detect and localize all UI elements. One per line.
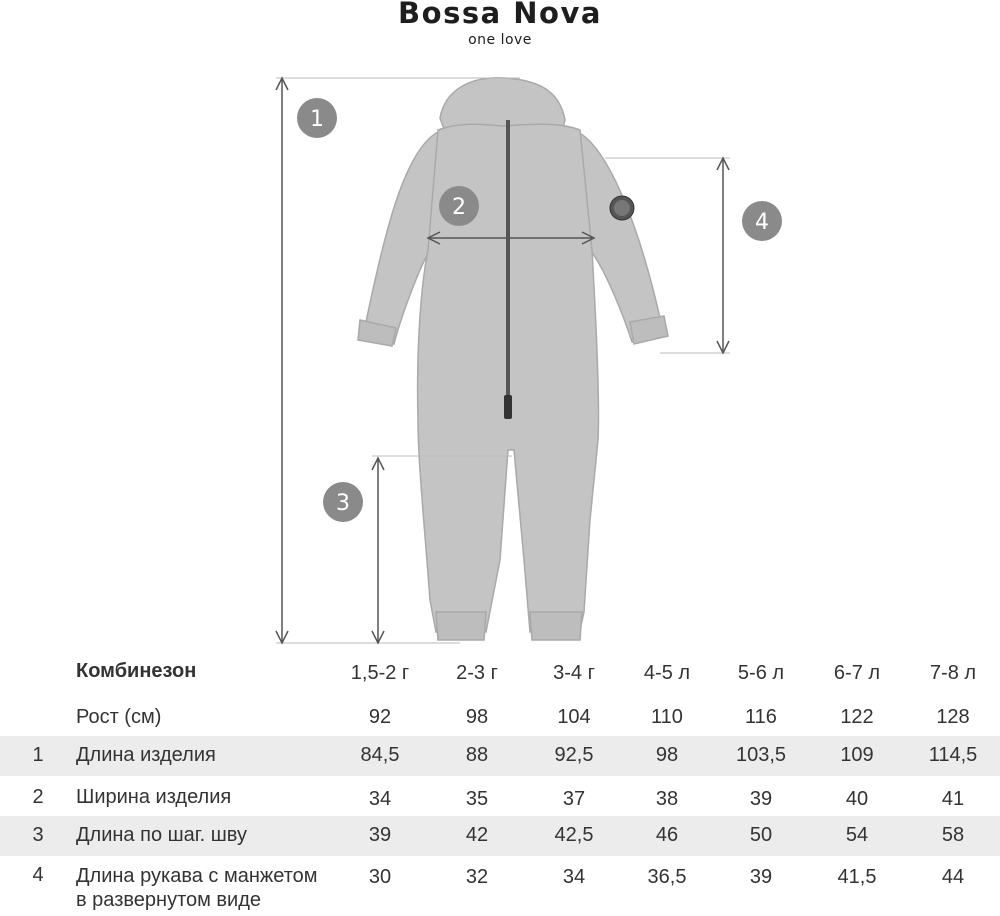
cell-value: 39 xyxy=(749,788,773,810)
cell-value: 92 xyxy=(368,706,392,728)
table-row xyxy=(0,860,1000,916)
svg-text:3: 3 xyxy=(336,491,350,516)
cell-value: 54 xyxy=(845,824,869,846)
cell-value: 37 xyxy=(562,788,586,810)
cell-value: 110 xyxy=(651,706,683,728)
cell-value: 114,5 xyxy=(928,744,978,766)
cell-value: 84,5 xyxy=(360,744,400,766)
size-header: 1,5-2 г xyxy=(350,662,410,684)
marker-1 xyxy=(297,98,337,138)
row-number: 3 xyxy=(32,824,44,846)
cell-value: 35 xyxy=(465,788,489,810)
cell-value: 34 xyxy=(368,788,392,810)
zipper-pull xyxy=(504,395,512,419)
cell-value: 116 xyxy=(745,706,777,728)
cell-value: 42 xyxy=(465,824,489,846)
row-label: Длина изделия xyxy=(76,744,216,766)
cell-value: 41,5 xyxy=(837,866,877,888)
row-label-line: Длина рукава с манжетом xyxy=(76,865,318,887)
row-label xyxy=(76,864,318,912)
cell-value: 30 xyxy=(368,866,392,888)
cell-value: 92,5 xyxy=(554,744,594,766)
cell-value: 42,5 xyxy=(554,824,594,846)
size-header: 6-7 л xyxy=(833,662,881,684)
cell-value: 36,5 xyxy=(647,866,687,888)
size-header: 3-4 г xyxy=(553,662,595,684)
cell-value: 128 xyxy=(936,706,970,728)
table-row xyxy=(0,778,1000,818)
cell-value: 98 xyxy=(655,744,679,766)
svg-text:2: 2 xyxy=(452,195,466,220)
row-number: 2 xyxy=(32,786,44,808)
row-label: Длина по шаг. шву xyxy=(76,824,247,846)
cell-value: 109 xyxy=(840,744,874,766)
row-label: Ширина изделия xyxy=(76,786,232,808)
cell-value: 103,5 xyxy=(735,744,787,766)
row-number: 4 xyxy=(32,864,44,886)
cell-value: 58 xyxy=(941,824,965,846)
brand-name: Bossa Nova xyxy=(398,0,602,30)
size-header: 7-8 л xyxy=(929,662,977,684)
table-header-row xyxy=(0,658,1000,688)
row-number: 1 xyxy=(32,744,44,766)
size-header: 4-5 л xyxy=(643,662,691,684)
svg-text:4: 4 xyxy=(755,210,769,235)
jumpsuit-image xyxy=(358,78,668,640)
row-label-line: в развернутом виде xyxy=(76,889,262,911)
cell-value: 32 xyxy=(465,866,489,888)
row-label: Рост (см) xyxy=(76,706,162,728)
cell-value: 50 xyxy=(749,824,773,846)
table-row xyxy=(0,702,1000,736)
marker-4 xyxy=(742,201,782,241)
cell-value: 38 xyxy=(655,788,679,810)
table-title: Комбинезон xyxy=(76,660,197,682)
cell-value: 46 xyxy=(655,824,679,846)
cell-value: 41 xyxy=(941,788,965,810)
cell-value: 39 xyxy=(368,824,392,846)
cell-value: 98 xyxy=(465,706,489,728)
table-row xyxy=(0,816,1000,856)
svg-text:1: 1 xyxy=(310,107,324,132)
cell-value: 88 xyxy=(465,744,489,766)
cell-value: 104 xyxy=(557,706,591,728)
marker-3 xyxy=(323,482,363,522)
size-header: 5-6 л xyxy=(737,662,785,684)
cell-value: 34 xyxy=(562,866,586,888)
cell-value: 122 xyxy=(840,706,874,728)
cell-value: 40 xyxy=(845,788,869,810)
table-row xyxy=(0,736,1000,776)
cell-value: 44 xyxy=(941,866,965,888)
brand-tagline: one love xyxy=(468,32,532,48)
marker-2 xyxy=(439,186,479,226)
size-header: 2-3 г xyxy=(456,662,498,684)
cell-value: 39 xyxy=(749,866,773,888)
